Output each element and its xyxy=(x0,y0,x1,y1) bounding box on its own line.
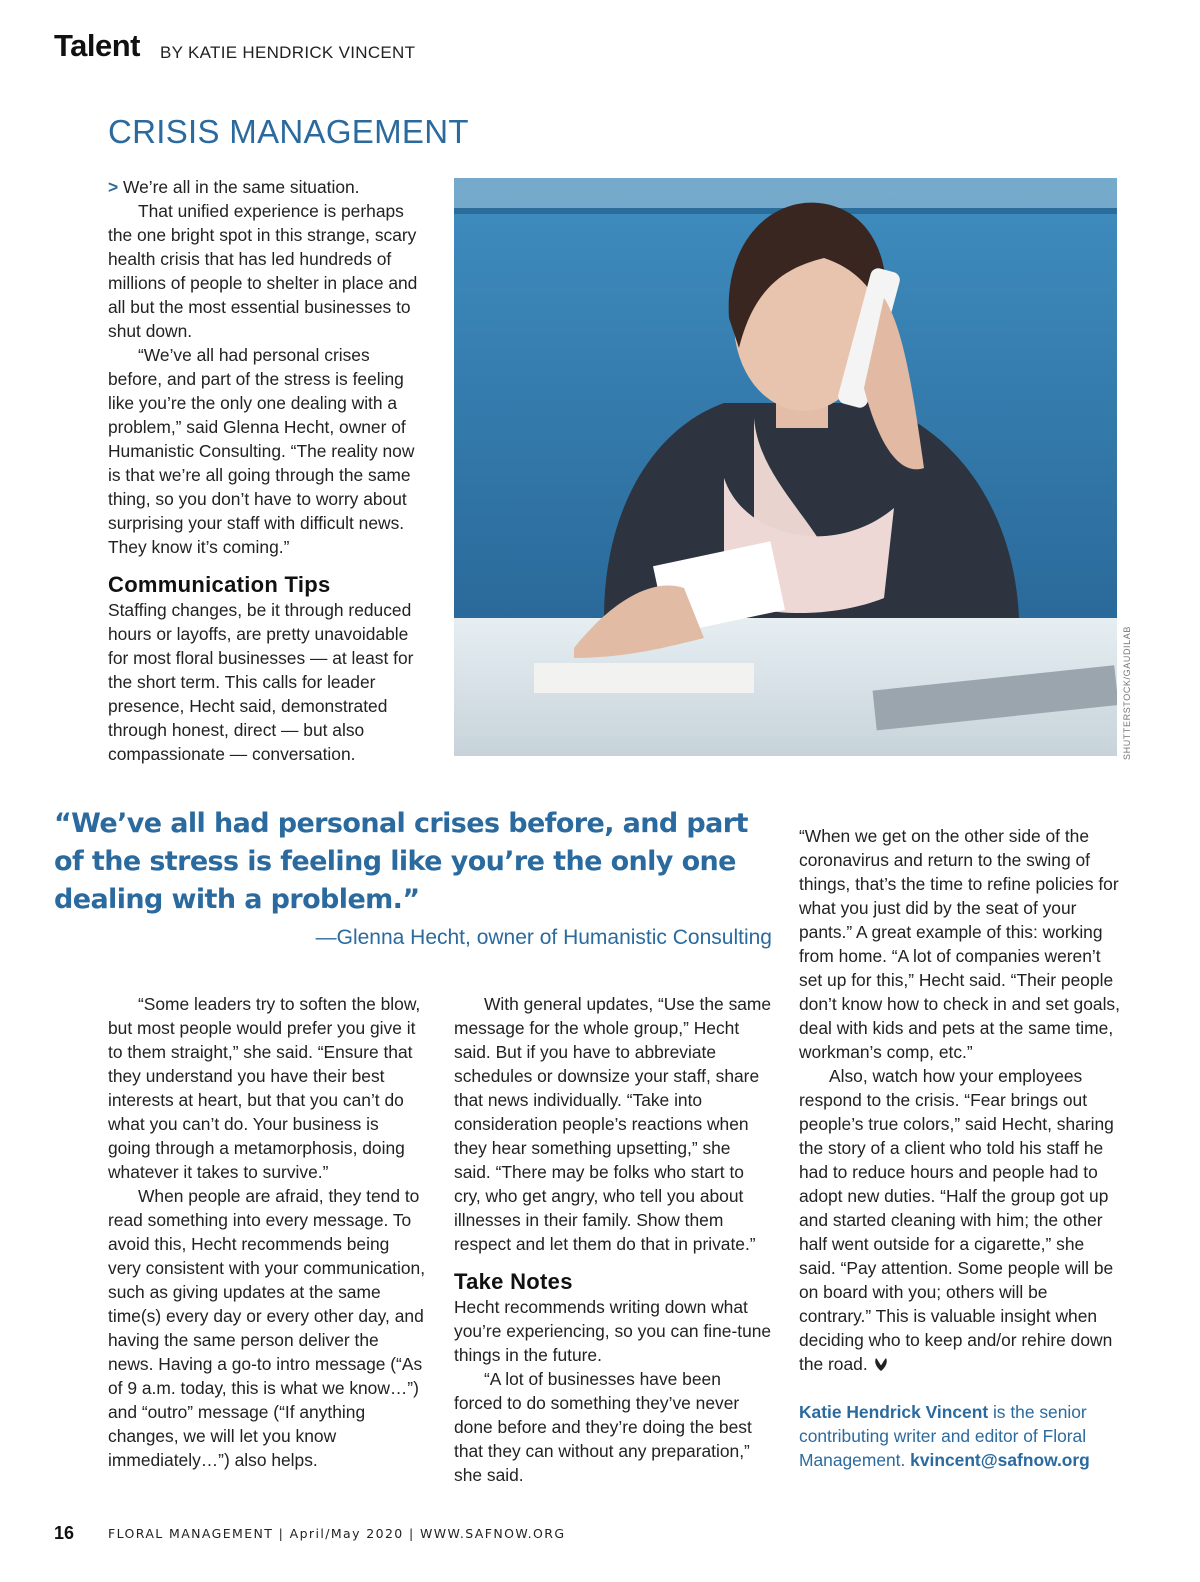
paragraph: > We’re all in the same situation. xyxy=(108,175,426,199)
author-bio-text: is the senior contributing writer and editor of Floral Management. xyxy=(799,1402,1087,1470)
photo-illustration xyxy=(454,178,1117,756)
end-mark-icon xyxy=(873,1356,889,1372)
footer-text: FLORAL MANAGEMENT | April/May 2020 | WWW.SAFNOW.ORG xyxy=(108,1526,566,1541)
subheading-communication-tips: Communication Tips xyxy=(108,572,331,597)
paragraph: “When we get on the other side of the coronavirus and return to the swing of things, that’s the time to refine policies for what you just did by the seat of your pants.” A great example of this: working from home. “A lot of companies weren’t set up for this,” Hecht said. “Their people don’t know how to check in and set goals, deal with kids and pets at the same time, workman’s comp, etc.” xyxy=(799,826,1120,1062)
subheading-take-notes: Take Notes xyxy=(454,1269,573,1294)
paragraph: “Some leaders try to soften the blow, but most people would prefer you give it to them straight,” she said. “Ensure that they understand you have their best interests at heart, but that you can’t do what you can’t do. Your business is going through a metamorphosis, doing whatever it takes to survive.” xyxy=(108,994,421,1182)
article-title: CRISIS MANAGEMENT xyxy=(108,113,469,150)
paragraph-text: Also, watch how your employees respond to the crisis. “Fear brings out people’s true colors,” said Hecht, sharing the story of a client who told his staff he had to reduce hours and people had to adopt new duties. “Half the group got up and started cleaning with him; the other half went outside for a cigarette,” she said. “Pay attention. Some people will be on board with you; others will be contrary.” This is valuable insight when deciding who to keep and/or rehire down the road. xyxy=(799,1066,1114,1374)
paragraph xyxy=(799,1064,1121,1376)
paragraph: That unified experience is perhaps the one bright spot in this strange, scary health crisis that has led hundreds of millions of people to shelter in place and all but the most essential businesses to shut down. xyxy=(108,201,418,341)
author-name: Katie Hendrick Vincent xyxy=(799,1402,989,1422)
byline: BY KATIE HENDRICK VINCENT xyxy=(160,43,416,62)
paragraph: “We’ve all had personal crises before, and part of the stress is feeling like you’re the only one dealing with a problem,” said Glenna Hecht, owner of Humanistic Consulting. “The reality now is that we’re all going through the same thing, so you don’t have to worry about surprising your staff with difficult news. They know it’s coming.” xyxy=(108,345,415,557)
paragraph: Staffing changes, be it through reduced hours or layoffs, are pretty unavoidable for most floral businesses — at least for the short term. This calls for leader presence, Hecht said, demonstrated through honest, direct — but also compassionate — conversation. xyxy=(108,600,414,764)
paragraph: When people are afraid, they tend to read something into every message. To avoid this, Hecht recommends being very consistent with your communication, such as giving updates at the same time(s) every day or every other day, and having the same person deliver the news. Having a go-to intro message (“As of 9 a.m. today, this is what we know…”) and “outro” message (“If anything changes, we will let you know immediately…”) also helps. xyxy=(108,1186,426,1470)
author-bio xyxy=(799,1400,1121,1472)
photo-credit: SHUTTERSTOCK/GAUDILAB xyxy=(1122,626,1132,760)
column-2 xyxy=(454,992,772,1487)
paragraph: “A lot of businesses have been forced to do something they’ve never done before and they’re doing the best that they can without any preparation,” she said. xyxy=(454,1369,752,1485)
author-email-link[interactable]: kvincent@safnow.org xyxy=(910,1450,1090,1470)
photo-woman-on-phone xyxy=(454,178,1117,756)
section-label: Talent xyxy=(54,28,140,63)
page-number: 16 xyxy=(54,1523,75,1543)
column-3 xyxy=(799,824,1121,1472)
pull-quote: “We’ve all had personal crises before, and part of the stress is feeling like you’re the only one dealing with a problem.” xyxy=(54,808,748,915)
paragraph: With general updates, “Use the same message for the whole group,” Hecht said. But if you have to abbreviate schedules or downsize your staff, share that news individually. “Take into consideration people’s reactions when they hear something upsetting,” she said. “There may be folks who start to cry, who get angry, who tell you about illnesses in their family. Show them respect and let them do that in private.” xyxy=(454,994,772,1254)
column-intro xyxy=(108,175,426,766)
paragraph: Hecht recommends writing down what you’re experiencing, so you can fine-tune things in the future. xyxy=(454,1297,772,1365)
pull-quote-attribution: —Glenna Hecht, owner of Humanistic Consulting xyxy=(315,926,772,949)
column-1 xyxy=(108,992,426,1472)
